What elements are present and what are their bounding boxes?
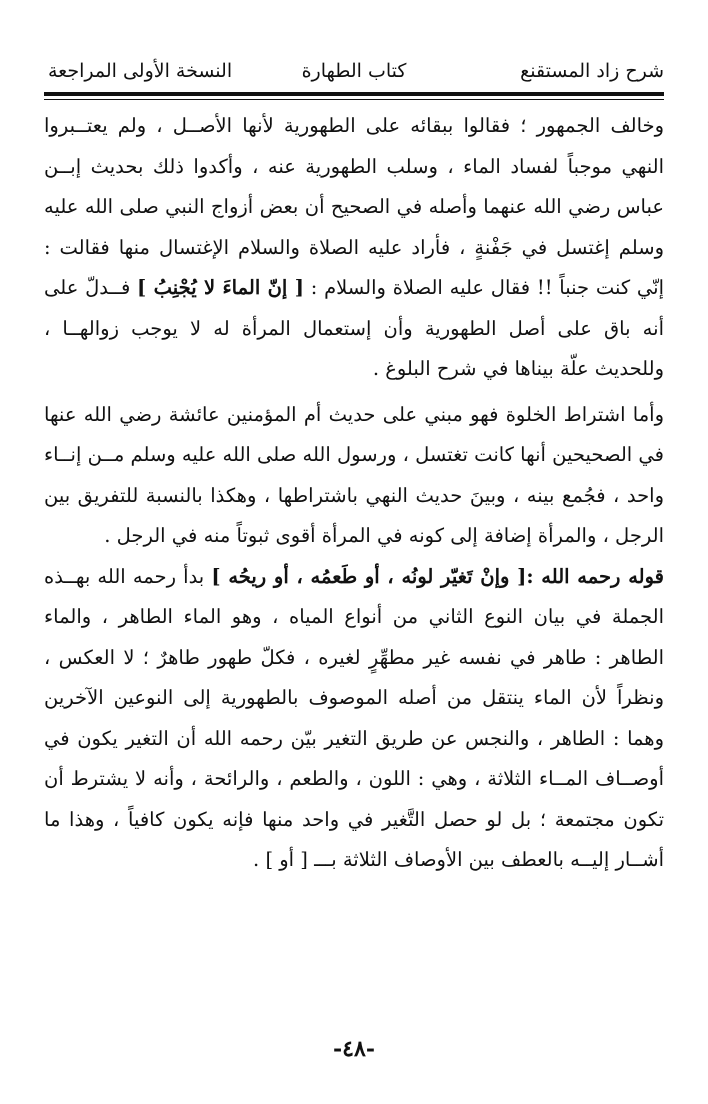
- header-rule-thick: [44, 92, 664, 96]
- running-header: [44, 54, 664, 94]
- header-rule-thin: [44, 99, 664, 100]
- paragraph-3: [44, 557, 664, 881]
- paragraph-2: وأما اشتراط الخلوة فهو مبني على حديث أم المؤمنين عائشة رضي الله عنها في الصحيحين أنها كانت تغتسل ، ورسول الله صلى الله عليه وسلم مــن إنــاء واحد ، فجُمع بينه ، وبينَ حديث النهي باشتراطها ، وهكذا بالنسبة للتفريق بين الرجل ، والمرأة إضافة إلى كونه في المرأة أقوى ثبوتاً منه في الرجل .: [44, 402, 664, 547]
- paragraph-1-text-b: فــدلّ على أنه باق على أصل الطهورية وأن إستعمال المرأة له لا يوجب زوالهــا ، وللحديث علّة بيناها في شرح البلوغ .: [44, 276, 664, 380]
- matn-quote: قوله رحمه الله :[ وإنْ تَغيّر لونُه ، أو طَعمُه ، أو ريحُه ]: [211, 564, 664, 588]
- paragraph-3-text: بدأ رحمه الله بهــذه الجملة في بيان النوع الثاني من أنواع المياه ، وهو الماء الطاهر ، والماء الطاهر : طاهر في نفسه غير مطهِّرٍ لغيره ، فكلّ طهور طاهرٌ ؛ لا العكس ، ونظراً لأن الماء ينتقل من أصله الموصوف بالطهورية إلى النوعين الآخرين وهما : الطاهر ، والنجس عن طريق التغير بيّن رحمه الله أن التغير يكون في أوصــاف المــاء الثلاثة ، وهي : اللون ، والطعم ، والرائحة ، وأنه لا يشترط أن تكون مجتمعة ؛ بل لو حصل التَّغير في واحد منها فإنه يكون كافياً ، وهذا ما أشــار إليــه بالعطف بين الأوصاف الثلاثة بـــ [ أو ] .: [44, 564, 664, 871]
- paragraph-1: [44, 106, 664, 390]
- hadith-quote: [ إنّ الماءَ لا يُجْنِبُ ]: [137, 276, 304, 299]
- book-title: شرح زاد المستقنع: [520, 60, 664, 82]
- paragraph-1-text-a: وخالف الجمهور ؛ فقالوا ببقائه على الطهورية لأنها الأصــل ، ولم يعتــبروا النهي موجباً لفساد الماء ، وسلب الطهورية عنه ، وأكدوا ذلك بحديث إبــن عباس رضي الله عنهما وأصله في الصحيح أن بعض أزواج النبي صلى الله عليه وسلم إغتسل في جَفْنةٍ ، فأراد عليه الصلاة والسلام الإغتسال منها فقالت : إنّي كنت جنباً !! فقال عليه الصلاة والسلام :: [44, 114, 665, 299]
- body-text: [44, 106, 664, 881]
- edition-note: النسخة الأولى المراجعة: [48, 60, 233, 82]
- chapter-title: كتاب الطهارة: [301, 60, 407, 82]
- page-number: -٤٨-: [333, 1036, 375, 1062]
